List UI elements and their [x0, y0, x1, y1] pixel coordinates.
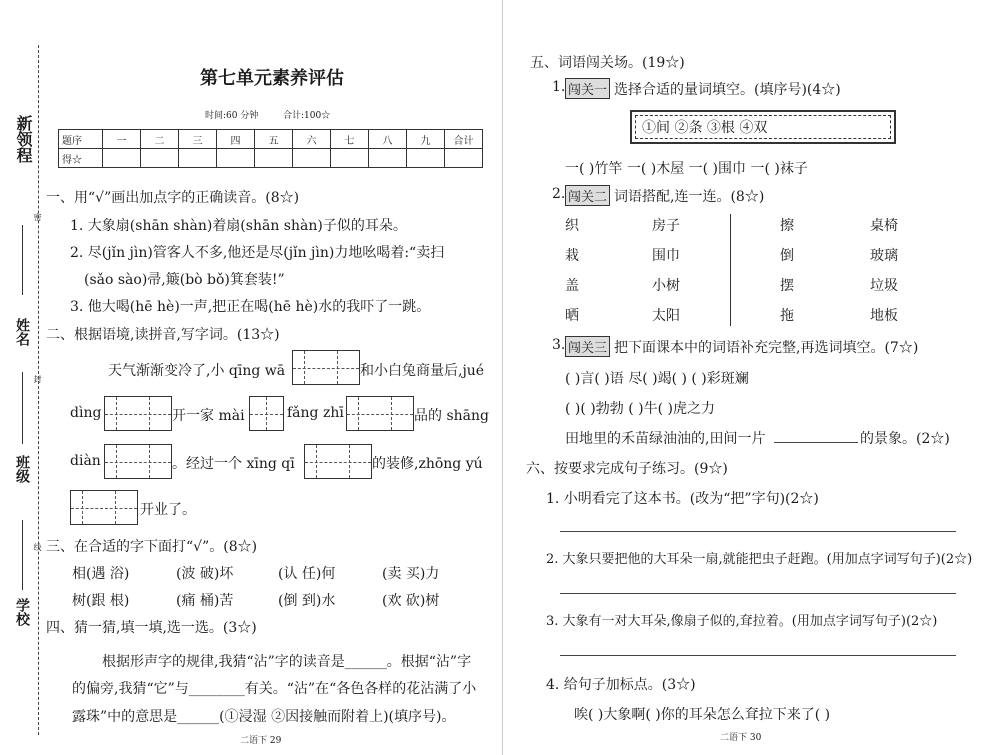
- table-cell: 得☆: [59, 149, 103, 168]
- score-cell[interactable]: [407, 149, 445, 168]
- score-cell[interactable]: [445, 149, 483, 168]
- s1-question-3: 3. 他大喝(hē hè)一声,把正在喝(hē hè)水的我吓了一跳。: [70, 299, 431, 315]
- s3-item[interactable]: 树(跟 根): [72, 593, 130, 609]
- match-item[interactable]: 栽: [565, 248, 579, 264]
- school-label: 学校: [14, 598, 30, 626]
- s2-line-4: 开业了。: [140, 502, 196, 518]
- score-header-row: [59, 130, 483, 149]
- s2-line-1a: 天气渐渐变冷了,小 qīng wā: [108, 363, 286, 379]
- table-cell: 六: [293, 130, 331, 149]
- s2-line-2b: 开一家 mài: [172, 408, 245, 424]
- s6-question-2: 2. 大象只要把他的大耳朵一扇,就能把虫子赶跑。(用加点字词写句子)(2☆): [546, 552, 973, 567]
- score-table: [58, 129, 483, 168]
- section-3-heading: 三、在合适的字下面打“√”。(8☆): [46, 539, 258, 555]
- s2-line-2a: dìng: [70, 405, 102, 421]
- page-divider: [502, 0, 503, 755]
- match-item[interactable]: 围巾: [652, 248, 680, 264]
- match-item[interactable]: 桌椅: [870, 218, 898, 234]
- section-1-heading: 一、用“√”画出加点字的正确读音。(8☆): [46, 190, 300, 206]
- table-cell: 九: [407, 130, 445, 149]
- seal-mark-2: 封: [33, 375, 42, 383]
- answer-line[interactable]: [560, 531, 956, 532]
- s1-question-2b: (sǎo sào)帚,簸(bò bǒ)箕套装!”: [84, 272, 285, 288]
- s1-question-1: 1. 大象扇(shān shàn)着扇(shān shàn)子似的耳朵。: [70, 218, 407, 234]
- seal-mark-1: 密: [33, 213, 42, 221]
- g1-fill-line[interactable]: 一( )竹竿 一( )木屋 一( )围巾 一( )袜子: [565, 161, 808, 177]
- table-cell: 七: [331, 130, 369, 149]
- s2-line-1b: 和小白兔商量后,jué: [360, 363, 485, 379]
- s6-punctuation-line[interactable]: 唉( )大象啊( )你的耳朵怎么耷拉下来了( ): [574, 707, 831, 723]
- table-cell: 合计: [445, 130, 483, 149]
- s6-question-4: 4. 给句子加标点。(3☆): [546, 677, 696, 693]
- table-cell: 三: [179, 130, 217, 149]
- score-cell[interactable]: [103, 149, 141, 168]
- writing-grid[interactable]: [249, 396, 284, 431]
- page-title: 第七单元素养评估: [200, 68, 344, 89]
- time-info: 时间:60 分钟: [205, 111, 259, 121]
- g3-idioms-2[interactable]: ( )( )勃勃 ( )牛( )虎之力: [565, 401, 715, 417]
- match-item[interactable]: 摆: [780, 278, 794, 294]
- s2-line-3c: 的装修,zhōng yú: [372, 456, 483, 472]
- table-cell: 一: [103, 130, 141, 149]
- match-item[interactable]: 擦: [780, 218, 794, 234]
- table-cell: 四: [217, 130, 255, 149]
- section-2-heading: 二、根据语境,读拼音,写字词。(13☆): [46, 327, 280, 343]
- match-item[interactable]: 太阳: [652, 308, 680, 324]
- measure-word-options: ①间 ②条 ③根 ④双: [642, 120, 768, 136]
- table-cell: 八: [369, 130, 407, 149]
- s3-item[interactable]: 相(遇 浴): [72, 566, 130, 582]
- writing-grid[interactable]: [292, 350, 360, 385]
- match-item[interactable]: 小树: [652, 278, 680, 294]
- s6-question-3: 3. 大象有一对大耳朵,像扇子似的,耷拉着。(用加点字词写句子)(2☆): [546, 614, 938, 629]
- writing-grid[interactable]: [104, 396, 172, 431]
- s2-line-2c: fǎng zhī: [287, 405, 344, 421]
- writing-grid[interactable]: [104, 444, 172, 479]
- seal-mark-3: 线: [33, 543, 42, 551]
- g1-number: 1.: [552, 79, 566, 95]
- match-item[interactable]: 织: [565, 218, 579, 234]
- match-item[interactable]: 房子: [652, 218, 680, 234]
- s6-question-1: 1. 小明看完了这本书。(改为“把”字句)(2☆): [546, 491, 819, 507]
- level-2-badge: 闯关二: [565, 185, 610, 206]
- school-line: [22, 520, 23, 590]
- answer-line[interactable]: [560, 655, 956, 656]
- s3-item[interactable]: (倒 到)水: [278, 593, 336, 609]
- section-6-heading: 六、按要求完成句子练习。(9☆): [526, 461, 728, 477]
- section-4-heading: 四、猜一猜,填一填,选一选。(3☆): [46, 620, 257, 636]
- s1-question-2a: 2. 尽(jǐn jìn)管客人不多,他还是尽(jǐn jìn)力地吆喝着:“卖扫: [70, 245, 445, 261]
- seal-dashed-line: [38, 45, 39, 735]
- brand-logo: 新领程: [14, 115, 33, 163]
- score-cell[interactable]: [179, 149, 217, 168]
- match-item[interactable]: 地板: [870, 308, 898, 324]
- score-cell[interactable]: [141, 149, 179, 168]
- section-5-heading: 五、词语闯关场。(19☆): [530, 55, 685, 71]
- s2-line-2d: 品的 shāng: [414, 408, 489, 424]
- match-item[interactable]: 垃圾: [870, 278, 898, 294]
- s3-item[interactable]: (波 破)坏: [176, 566, 234, 582]
- answer-blank[interactable]: [774, 442, 858, 443]
- score-cell[interactable]: [293, 149, 331, 168]
- g3-idioms-1[interactable]: ( )言( )语 尽( )竭( ) ( )彩斑斓: [565, 371, 749, 387]
- g3-sentence-b: 的景象。(2☆): [860, 431, 950, 447]
- s3-item[interactable]: (欢 砍)树: [382, 593, 440, 609]
- binding-margin: [0, 0, 40, 755]
- answer-line[interactable]: [560, 593, 956, 594]
- level-3-badge: 闯关三: [565, 336, 610, 357]
- match-item[interactable]: 晒: [565, 308, 579, 324]
- g3-instruction: 把下面课本中的词语补充完整,再选词填空。(7☆): [614, 340, 919, 356]
- match-item[interactable]: 倒: [780, 248, 794, 264]
- writing-grid[interactable]: [70, 490, 138, 525]
- class-line: [22, 372, 23, 444]
- name-line: [22, 225, 23, 295]
- s2-line-3b: 。经过一个 xīng qī: [172, 456, 295, 472]
- score-cell[interactable]: [217, 149, 255, 168]
- s4-paragraph-3: 露珠”中的意思是______(①浸湿 ②因接触而附着上)(填序号)。: [72, 709, 456, 725]
- score-cell[interactable]: [331, 149, 369, 168]
- writing-grid[interactable]: [304, 444, 372, 479]
- g1-instruction: 选择合适的量词填空。(填序号)(4☆): [614, 82, 841, 98]
- page-number-left: 二语下 29: [240, 736, 282, 746]
- table-cell: 五: [255, 130, 293, 149]
- s4-paragraph-1: 根据形声字的规律,我猜“沾”字的读音是______。根据“沾”字: [102, 654, 472, 670]
- match-item[interactable]: 盖: [565, 278, 579, 294]
- match-item[interactable]: 拖: [780, 308, 794, 324]
- s4-paragraph-2: 的偏旁,我猜“它”与________有关。“沾”在“各色各样的花沾满了小: [72, 681, 477, 697]
- s3-item[interactable]: (卖 买)力: [382, 566, 440, 582]
- score-value-row: [59, 149, 483, 168]
- total-info: 合计:100☆: [283, 111, 331, 121]
- match-divider: [730, 214, 731, 326]
- s3-item[interactable]: (认 任)何: [278, 566, 336, 582]
- g3-sentence-a: 田地里的禾苗绿油油的,田间一片: [565, 431, 766, 447]
- level-1-badge: 闯关一: [565, 78, 610, 99]
- table-cell: 题序: [59, 130, 103, 149]
- match-item[interactable]: 玻璃: [870, 248, 898, 264]
- s3-item[interactable]: (痛 桶)苦: [176, 593, 234, 609]
- s2-line-3a: diàn: [70, 453, 101, 469]
- page-number-right: 二语下 30: [720, 733, 762, 743]
- score-cell[interactable]: [255, 149, 293, 168]
- g2-number: 2.: [552, 186, 566, 202]
- table-cell: 二: [141, 130, 179, 149]
- score-cell[interactable]: [369, 149, 407, 168]
- name-label: 姓名: [14, 318, 30, 346]
- writing-grid[interactable]: [346, 396, 414, 431]
- class-label: 班级: [14, 455, 30, 483]
- g3-number: 3.: [552, 337, 566, 353]
- g2-instruction: 词语搭配,连一连。(8☆): [614, 189, 765, 205]
